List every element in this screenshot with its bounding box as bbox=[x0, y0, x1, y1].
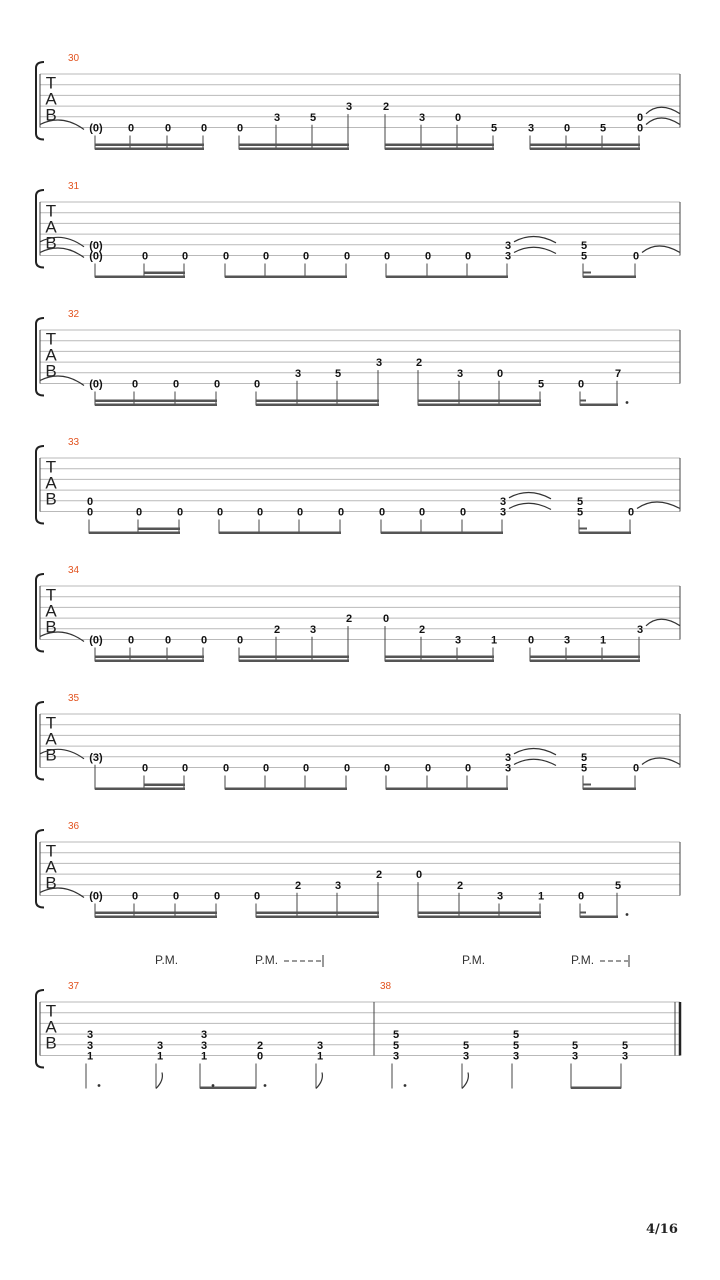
beam bbox=[256, 916, 379, 919]
measure-number: 34 bbox=[68, 565, 80, 576]
fret-number: 0 bbox=[378, 506, 386, 519]
fret-number: 3 bbox=[316, 1039, 324, 1052]
beam bbox=[225, 276, 347, 279]
tab-clef-letter: A bbox=[45, 1017, 57, 1037]
fret-number: 5 bbox=[580, 762, 588, 775]
tie-arc bbox=[514, 237, 556, 243]
palm-mute-label: P.M. bbox=[255, 953, 279, 967]
fret-number: 0 bbox=[383, 250, 391, 263]
fret-number: 0 bbox=[172, 890, 180, 903]
beam bbox=[138, 528, 180, 531]
beam bbox=[95, 656, 204, 659]
dot bbox=[626, 401, 629, 404]
beam bbox=[95, 660, 204, 663]
fret-number: (0) bbox=[89, 122, 103, 135]
tab-clef-letter: T bbox=[45, 713, 57, 733]
measure-number: 32 bbox=[68, 309, 80, 320]
beam bbox=[583, 276, 636, 279]
tab-clef-letter: B bbox=[45, 617, 57, 637]
fret-number: 5 bbox=[576, 506, 584, 519]
fret-number: 5 bbox=[621, 1039, 629, 1052]
tie-arc bbox=[514, 759, 556, 765]
fret-number: 0 bbox=[424, 762, 432, 775]
beam bbox=[418, 404, 541, 407]
fret-number: 0 bbox=[127, 634, 135, 647]
fret-number: 3 bbox=[504, 239, 512, 252]
fret-number: 3 bbox=[504, 751, 512, 764]
fret-number: (0) bbox=[89, 378, 103, 391]
beam bbox=[95, 276, 185, 279]
fret-number: 0 bbox=[213, 890, 221, 903]
fret-number: 5 bbox=[576, 495, 584, 508]
fret-number: 0 bbox=[131, 378, 139, 391]
beam bbox=[583, 788, 636, 791]
beam bbox=[418, 912, 541, 915]
fret-number: 3 bbox=[504, 250, 512, 263]
fret-number: 5 bbox=[512, 1029, 520, 1042]
fret-number: 0 bbox=[222, 250, 230, 263]
fret-number: 5 bbox=[512, 1039, 520, 1052]
fret-number: (0) bbox=[89, 239, 103, 252]
beam bbox=[239, 144, 349, 147]
fret-number: 5 bbox=[309, 111, 317, 124]
beam bbox=[580, 916, 618, 919]
fret-number: 3 bbox=[636, 623, 644, 636]
beam bbox=[579, 532, 631, 535]
beam-stub bbox=[583, 272, 591, 274]
fret-number: 3 bbox=[512, 1050, 520, 1063]
fret-number: 0 bbox=[181, 250, 189, 263]
beam-stub bbox=[580, 912, 586, 914]
tab-clef-letter: T bbox=[45, 73, 57, 93]
fret-number: 3 bbox=[86, 1039, 94, 1052]
fret-number: 0 bbox=[213, 378, 221, 391]
fret-number: 0 bbox=[253, 378, 261, 391]
fret-number: 3 bbox=[462, 1050, 470, 1063]
beam bbox=[530, 148, 640, 151]
fret-number: 0 bbox=[424, 250, 432, 263]
fret-number: 0 bbox=[563, 122, 571, 135]
fret-number: 0 bbox=[256, 1050, 264, 1063]
tie-arc bbox=[646, 107, 680, 114]
fret-number: 0 bbox=[236, 122, 244, 135]
beam bbox=[385, 656, 494, 659]
dot bbox=[404, 1084, 407, 1087]
tab-system bbox=[36, 821, 680, 918]
fret-number: 0 bbox=[459, 506, 467, 519]
beam bbox=[530, 660, 640, 663]
fret-number: 5 bbox=[580, 250, 588, 263]
tie-arc bbox=[637, 502, 680, 509]
tab-clef-letter: A bbox=[45, 345, 57, 365]
tie-arc bbox=[40, 888, 84, 897]
beam bbox=[256, 404, 379, 407]
beam bbox=[239, 148, 349, 151]
fret-number: 0 bbox=[127, 122, 135, 135]
fret-number: 2 bbox=[256, 1039, 264, 1052]
tie-arc bbox=[40, 248, 84, 257]
tab-clef-letter: B bbox=[45, 105, 57, 125]
fret-number: 5 bbox=[599, 122, 607, 135]
tab-clef-letter: T bbox=[45, 1001, 57, 1021]
fret-number: (3) bbox=[89, 751, 103, 764]
tab-clef-letter: A bbox=[45, 857, 57, 877]
fret-number: 3 bbox=[563, 634, 571, 647]
fret-number: 0 bbox=[262, 250, 270, 263]
fret-number: 3 bbox=[496, 890, 504, 903]
beam bbox=[95, 788, 185, 791]
fret-number: 3 bbox=[156, 1039, 164, 1052]
beam bbox=[530, 656, 640, 659]
fret-number: 0 bbox=[454, 111, 462, 124]
measure-number: 38 bbox=[380, 981, 392, 992]
beam bbox=[225, 788, 347, 791]
fret-number: 0 bbox=[176, 506, 184, 519]
fret-number: (0) bbox=[89, 250, 103, 263]
fret-number: 3 bbox=[571, 1050, 579, 1063]
fret-number: 0 bbox=[527, 634, 535, 647]
fret-number: 0 bbox=[141, 762, 149, 775]
tab-system bbox=[36, 693, 680, 790]
fret-number: 0 bbox=[86, 495, 94, 508]
fret-number: 3 bbox=[334, 879, 342, 892]
fret-number: 3 bbox=[454, 634, 462, 647]
fret-number: 5 bbox=[580, 239, 588, 252]
fret-number: 5 bbox=[490, 122, 498, 135]
beam bbox=[239, 656, 349, 659]
fret-number: 1 bbox=[156, 1050, 164, 1063]
beam bbox=[95, 144, 204, 147]
measure-number: 35 bbox=[68, 693, 80, 704]
tie-arc bbox=[40, 632, 84, 641]
fret-number: 3 bbox=[294, 367, 302, 380]
fret-number: 3 bbox=[200, 1029, 208, 1042]
fret-number: 2 bbox=[273, 623, 281, 636]
tab-system bbox=[36, 565, 680, 662]
fret-number: 0 bbox=[135, 506, 143, 519]
fret-number: (0) bbox=[89, 890, 103, 903]
tie-arc bbox=[646, 118, 680, 125]
fret-number: 0 bbox=[262, 762, 270, 775]
fret-number: 0 bbox=[296, 506, 304, 519]
beam bbox=[256, 912, 379, 915]
fret-number: 3 bbox=[392, 1050, 400, 1063]
fret-number: 5 bbox=[571, 1039, 579, 1052]
tie-arc bbox=[40, 376, 84, 385]
fret-number: 0 bbox=[253, 890, 261, 903]
tie-arc bbox=[40, 120, 84, 129]
fret-number: 0 bbox=[636, 111, 644, 124]
tie-arc bbox=[509, 493, 551, 499]
tab-clef-letter: B bbox=[45, 233, 57, 253]
measure-number: 36 bbox=[68, 821, 80, 832]
eighth-flag bbox=[156, 1073, 162, 1089]
fret-number: 0 bbox=[577, 890, 585, 903]
fret-number: 0 bbox=[343, 250, 351, 263]
fret-number: 0 bbox=[415, 869, 423, 882]
beam bbox=[381, 532, 503, 535]
fret-number: 3 bbox=[418, 111, 426, 124]
fret-number: 0 bbox=[632, 250, 640, 263]
tab-clef-letter: T bbox=[45, 329, 57, 349]
fret-number: 0 bbox=[141, 250, 149, 263]
fret-number: (0) bbox=[89, 634, 103, 647]
fret-number: 1 bbox=[316, 1050, 324, 1063]
beam bbox=[239, 660, 349, 663]
tab-clef-letter: B bbox=[45, 489, 57, 509]
fret-number: 2 bbox=[375, 869, 383, 882]
tab-clef-letter: B bbox=[45, 873, 57, 893]
tab-system bbox=[36, 953, 680, 1089]
beam bbox=[385, 660, 494, 663]
tie-arc bbox=[642, 246, 680, 253]
beam bbox=[95, 912, 217, 915]
fret-number: 1 bbox=[200, 1050, 208, 1063]
palm-mute-label: P.M. bbox=[155, 953, 179, 967]
tie-arc bbox=[509, 503, 551, 509]
beam-stub bbox=[579, 528, 587, 530]
fret-number: 5 bbox=[334, 367, 342, 380]
tie-arc bbox=[642, 758, 680, 765]
tab-clef-letter: A bbox=[45, 601, 57, 621]
beam bbox=[95, 404, 217, 407]
dot bbox=[626, 913, 629, 916]
dot bbox=[98, 1084, 101, 1087]
fret-number: 3 bbox=[375, 357, 383, 370]
beam bbox=[385, 144, 494, 147]
fret-number: 3 bbox=[621, 1050, 629, 1063]
tab-clef-letter: B bbox=[45, 1033, 57, 1053]
beam bbox=[571, 1087, 621, 1090]
beam bbox=[95, 916, 217, 919]
fret-number: 5 bbox=[614, 879, 622, 892]
beam bbox=[219, 532, 341, 535]
tie-arc bbox=[646, 619, 680, 626]
fret-number: 3 bbox=[499, 495, 507, 508]
fret-number: 1 bbox=[86, 1050, 94, 1063]
fret-number: 3 bbox=[456, 367, 464, 380]
dot bbox=[212, 1084, 215, 1087]
fret-number: 3 bbox=[504, 762, 512, 775]
beam bbox=[95, 148, 204, 151]
fret-number: 0 bbox=[636, 122, 644, 135]
tab-system bbox=[36, 53, 680, 150]
beam bbox=[144, 272, 185, 275]
dot bbox=[264, 1084, 267, 1087]
beam bbox=[386, 276, 508, 279]
tab-clef-letter: A bbox=[45, 89, 57, 109]
fret-number: 0 bbox=[627, 506, 635, 519]
measure-number: 33 bbox=[68, 437, 80, 448]
beam bbox=[144, 784, 185, 787]
fret-number: 0 bbox=[200, 122, 208, 135]
fret-number: 0 bbox=[172, 378, 180, 391]
fret-number: 7 bbox=[614, 367, 622, 380]
fret-number: 2 bbox=[382, 101, 390, 114]
measure-number: 37 bbox=[68, 981, 80, 992]
fret-number: 3 bbox=[200, 1039, 208, 1052]
fret-number: 0 bbox=[302, 250, 310, 263]
fret-number: 5 bbox=[462, 1039, 470, 1052]
beam bbox=[418, 400, 541, 403]
beam bbox=[418, 916, 541, 919]
measure-number: 31 bbox=[68, 181, 80, 192]
tab-clef-letter: B bbox=[45, 745, 57, 765]
fret-number: 1 bbox=[537, 890, 545, 903]
tie-arc bbox=[514, 247, 556, 253]
tab-clef-letter: A bbox=[45, 217, 57, 237]
fret-number: 0 bbox=[337, 506, 345, 519]
beam-stub bbox=[583, 784, 591, 786]
tie-arc bbox=[514, 749, 556, 755]
fret-number: 3 bbox=[86, 1029, 94, 1042]
fret-number: 0 bbox=[464, 250, 472, 263]
tab-system bbox=[36, 181, 680, 278]
fret-number: 0 bbox=[256, 506, 264, 519]
eighth-flag bbox=[316, 1073, 322, 1089]
fret-number: 0 bbox=[302, 762, 310, 775]
fret-number: 0 bbox=[577, 378, 585, 391]
beam bbox=[386, 788, 508, 791]
fret-number: 1 bbox=[599, 634, 607, 647]
fret-number: 0 bbox=[131, 890, 139, 903]
fret-number: 2 bbox=[345, 613, 353, 626]
eighth-flag bbox=[462, 1073, 468, 1089]
fret-number: 0 bbox=[200, 634, 208, 647]
fret-number: 0 bbox=[343, 762, 351, 775]
beam bbox=[256, 400, 379, 403]
beam bbox=[200, 1087, 256, 1090]
fret-number: 5 bbox=[537, 378, 545, 391]
fret-number: 5 bbox=[392, 1029, 400, 1042]
beam bbox=[95, 400, 217, 403]
fret-number: 0 bbox=[86, 506, 94, 519]
measure-number: 30 bbox=[68, 53, 80, 64]
fret-number: 0 bbox=[464, 762, 472, 775]
beam-stub bbox=[580, 400, 586, 402]
beam bbox=[89, 532, 180, 535]
tab-clef-letter: T bbox=[45, 841, 57, 861]
beam bbox=[580, 404, 618, 407]
fret-number: 2 bbox=[415, 357, 423, 370]
fret-number: 0 bbox=[164, 122, 172, 135]
tab-clef-letter: T bbox=[45, 457, 57, 477]
palm-mute-label: P.M. bbox=[571, 953, 595, 967]
fret-number: 3 bbox=[499, 506, 507, 519]
page-number: 4/16 bbox=[646, 1222, 678, 1237]
fret-number: 0 bbox=[632, 762, 640, 775]
fret-number: 0 bbox=[216, 506, 224, 519]
fret-number: 1 bbox=[490, 634, 498, 647]
tab-clef-letter: T bbox=[45, 585, 57, 605]
fret-number: 2 bbox=[456, 879, 464, 892]
fret-number: 3 bbox=[273, 111, 281, 124]
fret-number: 3 bbox=[309, 623, 317, 636]
beam bbox=[385, 148, 494, 151]
tab-system bbox=[36, 309, 680, 406]
tab-system bbox=[36, 437, 680, 534]
fret-number: 3 bbox=[345, 101, 353, 114]
tab-clef-letter: B bbox=[45, 361, 57, 381]
fret-number: 0 bbox=[418, 506, 426, 519]
fret-number: 2 bbox=[294, 879, 302, 892]
beam bbox=[530, 144, 640, 147]
tab-clef-letter: A bbox=[45, 473, 57, 493]
tab-clef-letter: T bbox=[45, 201, 57, 221]
fret-number: 0 bbox=[181, 762, 189, 775]
fret-number: 0 bbox=[383, 762, 391, 775]
palm-mute-label: P.M. bbox=[462, 953, 486, 967]
tab-clef-letter: A bbox=[45, 729, 57, 749]
fret-number: 0 bbox=[164, 634, 172, 647]
fret-number: 0 bbox=[382, 613, 390, 626]
fret-number: 3 bbox=[527, 122, 535, 135]
fret-number: 5 bbox=[580, 751, 588, 764]
fret-number: 0 bbox=[496, 367, 504, 380]
fret-number: 0 bbox=[236, 634, 244, 647]
fret-number: 2 bbox=[418, 623, 426, 636]
fret-number: 5 bbox=[392, 1039, 400, 1052]
fret-number: 0 bbox=[222, 762, 230, 775]
